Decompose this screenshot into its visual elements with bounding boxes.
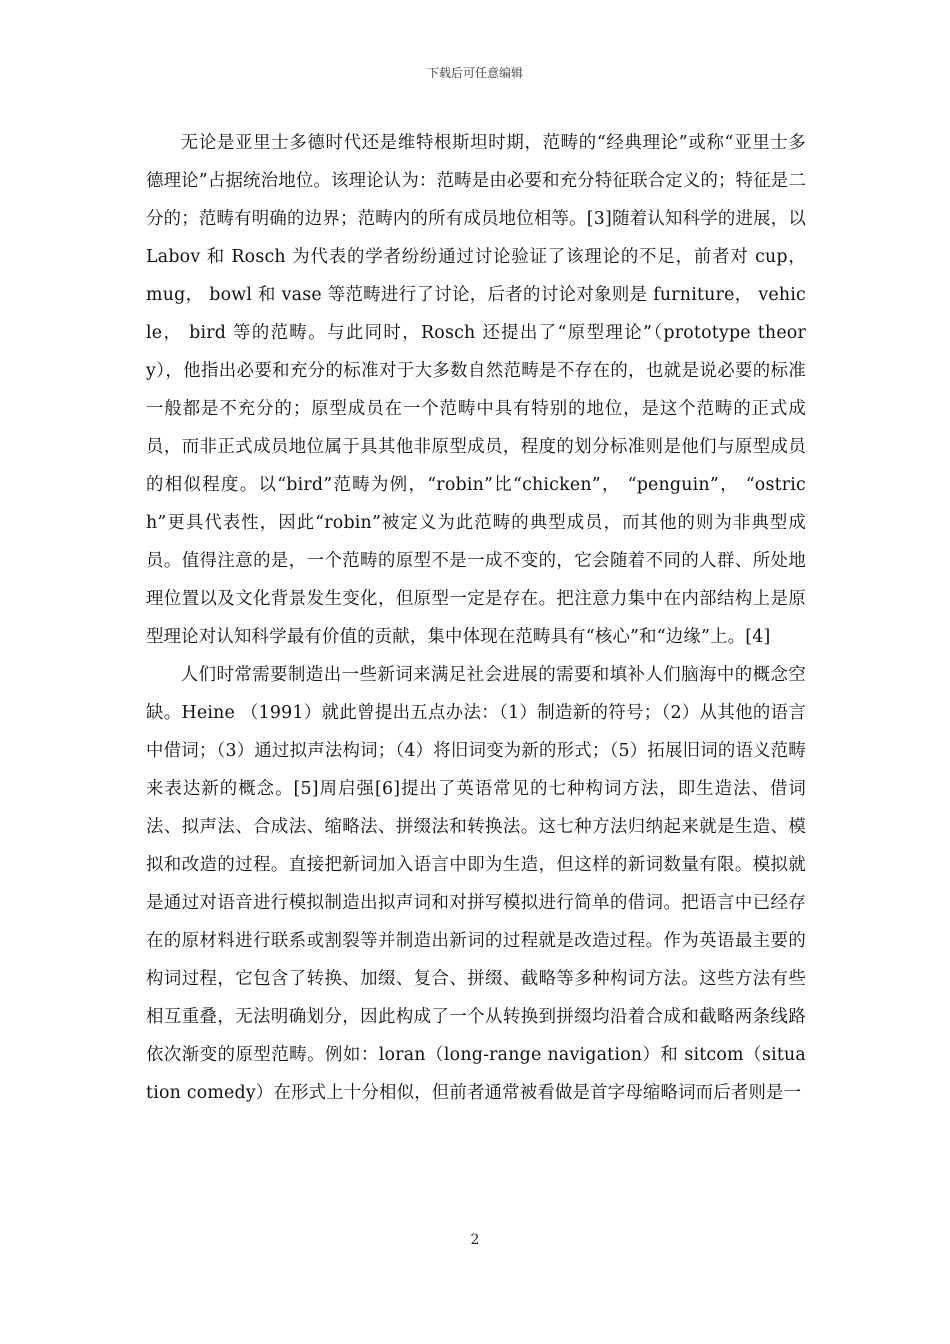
page-number: 2 bbox=[470, 1232, 480, 1248]
paragraph-word-formation: 人们时常需要制造出一些新词来满足社会进展的需要和填补人们脑海中的概念空缺。Heine （1991）就此曾提出五点办法：（1）制造新的符号；（2）从其他的语言中借词；（3）通过拟声法构词；（4）将旧词变为新的形式；（5）拓展旧词的语义范畴来表达新的概念。[5]周启强[6]提出了英语常见的七种构词方法，即生造法、借词法、拟声法、合成法、缩略法、拼缀法和转换法。这七种方法归纳起来就是生造、模拟和改造的过程。直接把新词加入语言中即为生造，但这样的新词数量有限。模拟就是通过对语音进行模拟制造出拟声词和对拼写模拟进行简单的借词。把语言中已经存在的原材料进行联系或割裂等并制造出新词的过程就是改造过程。作为英语最主要的构词过程，它包含了转换、加缀、复合、拼缀、截略等多种构词方法。这些方法有些相互重叠，无法明确划分，因此构成了一个从转换到拼缀均沿着合成和截略两条线路依次渐变的原型范畴。例如：loran（long-range navigation）和 sitcom（situation comedy）在形式上十分相似，但前者通常被看做是首字母缩略词而后者则是一 bbox=[146, 665, 806, 1103]
document-body bbox=[146, 124, 806, 1112]
paragraph-category-theory: 无论是亚里士多德时代还是维特根斯坦时期，范畴的“经典理论”或称“亚里士多德理论”占据统治地位。该理论认为：范畴是由必要和充分特征联合定义的；特征是二分的；范畴有明确的边界；范畴内的所有成员地位相等。[3]随着认知科学的进展，以 Labov 和 Rosch 为代表的学者纷纷通过讨论验证了该理论的不足，前者对 cup， mug， bowl 和 vase 等范畴进行了讨论，后者的讨论对象则是 furniture， vehicle， bird 等的范畴。与此同时，Rosch 还提出了“原型理论”（prototype theory），他指出必要和充分的标准对于大多数自然范畴是不存在的，也就是说必要的标准一般都是不充分的；原型成员在一个范畴中具有特别的地位，是这个范畴的正式成员，而非正式成员地位属于具其他非原型成员，程度的划分标准则是他们与原型成员的相似程度。以“bird”范畴为例，“robin”比“chicken”， “penguin”， “ostrich”更具代表性，因此“robin”被定义为此范畴的典型成员，而其他的则为非典型成员。值得注意的是，一个范畴的原型不是一成不变的，它会随着不同的人群、所处地理位置以及文化背景发生变化，但原型一定是存在。把注意力集中在内部结构上是原型理论对认知科学最有价值的贡献，集中体现在范畴具有“核心”和“边缘”上。[4] bbox=[146, 133, 806, 647]
page-header: 下载后可任意编辑 bbox=[426, 66, 523, 80]
